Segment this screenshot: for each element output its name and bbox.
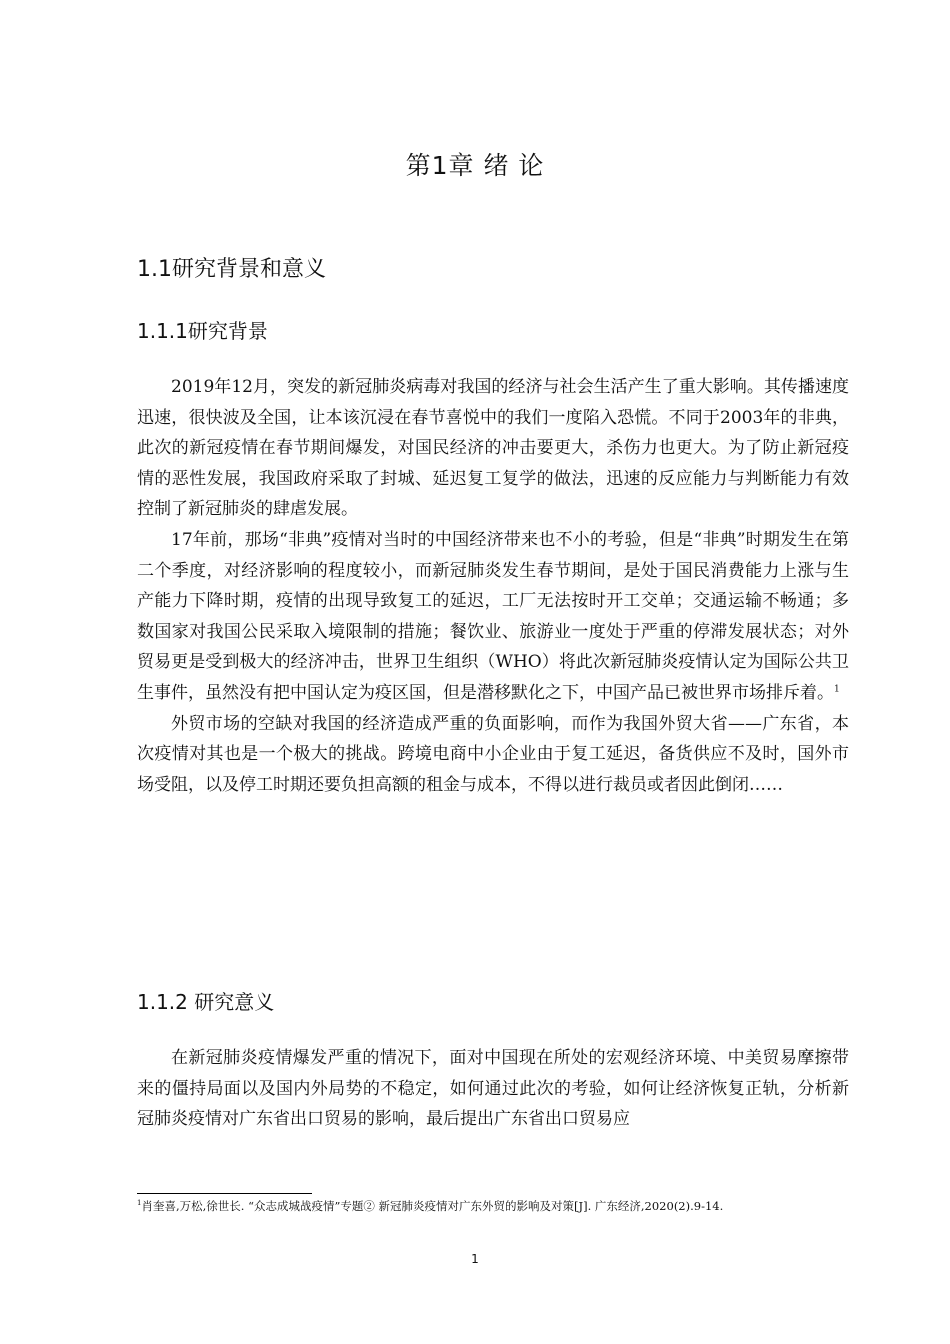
section-heading-1-1: 1.1研究背景和意义 bbox=[137, 257, 326, 282]
paragraph bbox=[137, 525, 849, 709]
background-body bbox=[137, 372, 849, 800]
footnote bbox=[137, 1198, 849, 1215]
significance-body bbox=[137, 1043, 849, 1135]
paragraph: 在新冠肺炎疫情爆发严重的情况下，面对中国现在所处的宏观经济环境、中美贸易摩擦带来的僵持局面以及国内外局势的不稳定，如何通过此次的考验，如何让经济恢复正轨，分析新冠肺炎疫情对广东省出口贸易的影响，最后提出广东省出口贸易应 bbox=[137, 1048, 849, 1130]
paragraph: 2019年12月，突发的新冠肺炎病毒对我国的经济与社会生活产生了重大影响。其传播速度迅速，很快波及全国，让本该沉浸在春节喜悦中的我们一度陷入恐慌。不同于2003年的非典，此次的新冠疫情在春节期间爆发，对国民经济的冲击要更大，杀伤力也更大。为了防止新冠疫情的恶性发展，我国政府采取了封城、延迟复工复学的做法，迅速的反应能力与判断能力有效控制了新冠肺炎的肆虐发展。 bbox=[137, 377, 849, 520]
chapter-title: 第1章 绪 论 bbox=[405, 151, 545, 180]
page-number: 1 bbox=[471, 1252, 479, 1266]
footnote-divider bbox=[137, 1193, 312, 1194]
subsection-heading-significance: 1.1.2 研究意义 bbox=[137, 990, 275, 1014]
footnote-reference[interactable]: 1 bbox=[834, 684, 840, 695]
paragraph: 外贸市场的空缺对我国的经济造成严重的负面影响，而作为我国外贸大省——广东省，本次疫情对其也是一个极大的挑战。跨境电商中小企业由于复工延迟，备货供应不及时，国外市场受阻，以及停工时期还要负担高额的租金与成本，不得以进行裁员或者因此倒闭…… bbox=[137, 713, 849, 795]
footnote-text: 肖奎喜,万松,徐世长. “众志成城战疫情”专题② 新冠肺炎疫情对广东外贸的影响及对策[J]. 广东经济,2020(2).9-14. bbox=[141, 1199, 724, 1213]
paragraph-text: 17年前，那场“非典”疫情对当时的中国经济带来也不小的考验，但是“非典”时期发生在第二个季度，对经济影响的程度较小，而新冠肺炎发生春节期间，是处于国民消费能力上涨与生产能力下降时期，疫情的出现导致复工的延迟，工厂无法按时开工交单；交通运输不畅通；多数国家对我国公民采取入境限制的措施；餐饮业、旅游业一度处于严重的停滞发展状态；对外贸易更是受到极大的经济冲击，世界卫生组织（WHO）将此次新冠肺炎疫情认定为国际公共卫生事件，虽然没有把中国认定为疫区国，但是潜移默化之下，中国产品已被世界市场排斥着。 bbox=[137, 529, 849, 703]
footnote-marker: 1 bbox=[137, 1199, 142, 1208]
subsection-heading-background: 1.1.1研究背景 bbox=[137, 319, 268, 343]
